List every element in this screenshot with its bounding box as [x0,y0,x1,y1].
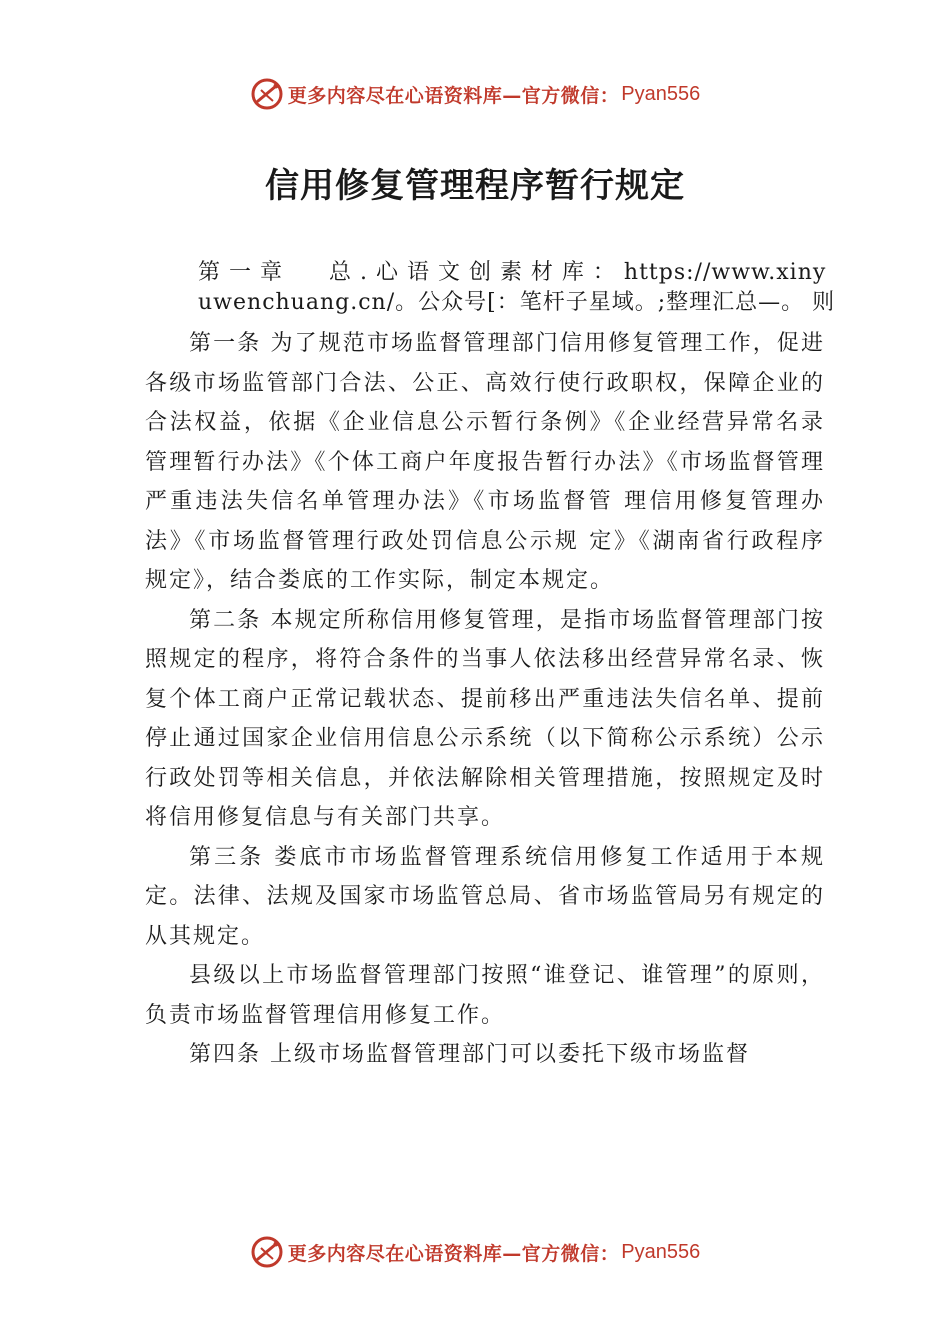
article-1-paragraph: 第一条 为了规范市场监督管理部门信用修复管理工作，促进各级市场监管部门合法、公正、高效行使行政职权，保障企业的合法权益，依据《企业信息公示暂行条例》《企业经营异常名录管理暂行办法》《个体工商户年度报告暂行办法》《市场监督管理严重违法失信名单管理办法》《市场监督管 理信用修复管理办法》《市场监督管理行政处罚信息公示规 定》《湖南省行政程序规定》，结合娄底的工作实际，制定本规定。 [145,331,825,593]
brand-logo-icon [250,1235,284,1269]
brand-logo-icon [250,77,284,111]
document-body [145,258,836,1075]
article-4-paragraph: 第四条 上级市场监督管理部门可以委托下级市场监督 [189,1042,750,1067]
article-2-paragraph: 第二条 本规定所称信用修复管理，是指市场监督管理部门按照规定的程序，将符合条件的当事人依法移出经营异常名录、恢复个体工商户正常记载状态、提前移出严重违法失信名单、提前停止通过国家企业信用信息公示系统（以下简称公示系统）公示行政处罚等相关信息，并依法解除相关管理措施，按照规定及时将信用修复信息与有关部门共享。 [145,607,825,830]
watermark-text: 更多内容尽在心语资料库—官方微信： [287,84,620,107]
watermark-text: 更多内容尽在心语资料库—官方微信： [287,1242,620,1265]
watermark-banner-bottom [0,1234,950,1270]
chapter-heading: 第 一 章 总 . 心 语 文 创 素 材 库 ： https://www.xinyuwenchuang.cn/。公众号[：笔杆子星域。;整理汇总—。 则 [198,260,836,315]
watermark-banner-top [0,76,950,112]
watermark-wechat-id: Pyan556 [621,1240,701,1263]
article-3-paragraph: 第三条 娄底市市场监督管理系统信用修复工作适用于本规定。法律、法规及国家市场监管总局、省市场监管局另有规定的从其规定。 [145,844,825,949]
watermark-wechat-id: Pyan556 [621,82,701,105]
document-title: 信用修复管理程序暂行规定 [265,166,685,206]
article-3-subparagraph: 县级以上市场监督管理部门按照“谁登记、谁管理”的原则，负责市场监督管理信用修复工作。 [145,963,825,1028]
